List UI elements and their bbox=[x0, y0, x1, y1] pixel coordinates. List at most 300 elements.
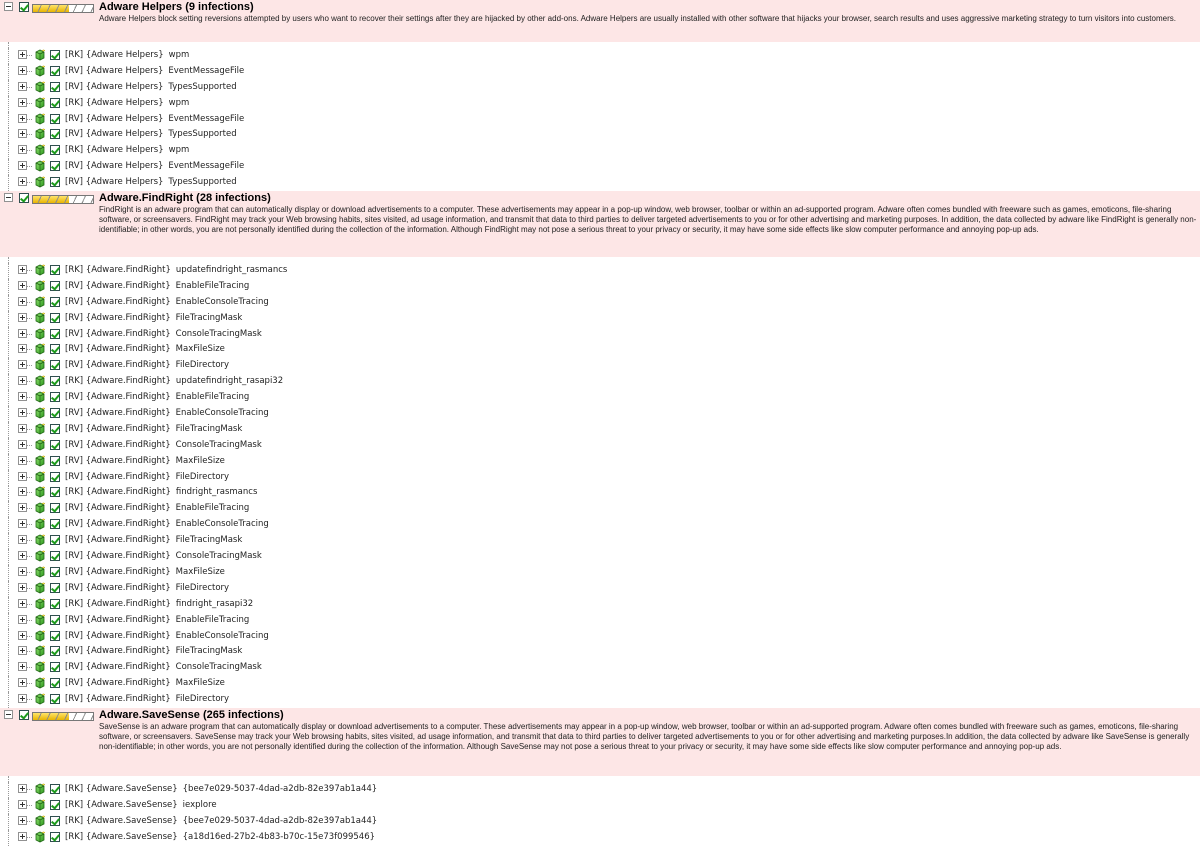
item-checkbox[interactable] bbox=[50, 145, 60, 155]
item-checkbox[interactable] bbox=[50, 662, 60, 672]
group-checkbox[interactable] bbox=[19, 2, 29, 12]
expand-plus-icon[interactable] bbox=[18, 177, 27, 186]
green-registry-cube-icon bbox=[34, 280, 46, 292]
list-item[interactable] bbox=[0, 358, 1200, 374]
item-checkbox[interactable] bbox=[50, 129, 60, 139]
item-type: [RK] bbox=[65, 799, 84, 810]
item-threat-name: {Adware.FindRight} bbox=[85, 265, 171, 276]
group-header[interactable] bbox=[0, 191, 1200, 257]
expand-plus-icon[interactable] bbox=[18, 129, 27, 138]
item-label bbox=[65, 534, 242, 546]
item-threat-name: {Adware.FindRight} bbox=[85, 344, 171, 355]
green-registry-cube-icon bbox=[34, 566, 46, 578]
item-threat-name: {Adware Helpers} bbox=[85, 97, 164, 108]
item-label bbox=[65, 176, 237, 188]
item-checkbox[interactable] bbox=[50, 646, 60, 656]
item-checkbox[interactable] bbox=[50, 567, 60, 577]
expand-plus-icon[interactable] bbox=[18, 360, 27, 369]
item-type: [RV] bbox=[65, 296, 83, 307]
item-key: MaxFileSize bbox=[175, 678, 225, 689]
group-header[interactable] bbox=[0, 0, 1200, 42]
item-checkbox[interactable] bbox=[50, 329, 60, 339]
item-threat-name: {Adware.SaveSense} bbox=[85, 799, 178, 810]
expand-plus-icon[interactable] bbox=[18, 487, 27, 496]
item-label bbox=[65, 160, 244, 172]
item-key: MaxFileSize bbox=[175, 344, 225, 355]
item-label bbox=[65, 343, 225, 355]
list-item[interactable] bbox=[0, 517, 1200, 533]
item-label bbox=[65, 661, 262, 673]
item-key: FileTracingMask bbox=[175, 535, 243, 546]
item-label bbox=[65, 630, 269, 642]
expand-plus-icon[interactable] bbox=[18, 281, 27, 290]
green-registry-cube-icon bbox=[34, 144, 46, 156]
item-checkbox[interactable] bbox=[50, 424, 60, 434]
item-key: MaxFileSize bbox=[175, 566, 225, 577]
expand-plus-icon[interactable] bbox=[18, 646, 27, 655]
item-label bbox=[65, 113, 244, 125]
item-key: EnableConsoleTracing bbox=[175, 519, 269, 530]
expand-plus-icon[interactable] bbox=[18, 784, 27, 793]
item-label bbox=[65, 598, 253, 610]
item-threat-name: {Adware Helpers} bbox=[85, 145, 164, 156]
item-threat-name: {Adware.FindRight} bbox=[85, 376, 171, 387]
list-item[interactable] bbox=[0, 406, 1200, 422]
item-checkbox[interactable] bbox=[50, 161, 60, 171]
expand-plus-icon[interactable] bbox=[18, 615, 27, 624]
item-threat-name: {Adware.FindRight} bbox=[85, 551, 171, 562]
item-key: FileDirectory bbox=[175, 582, 230, 593]
green-registry-cube-icon bbox=[34, 630, 46, 642]
item-key: {a18d16ed-27b2-4b83-b70c-15e73f099546} bbox=[182, 831, 376, 842]
list-item[interactable] bbox=[0, 96, 1200, 112]
item-label bbox=[65, 783, 377, 795]
item-label bbox=[65, 693, 229, 705]
item-type: [RV] bbox=[65, 519, 83, 530]
item-key: wpm bbox=[168, 50, 190, 60]
expand-plus-icon[interactable] bbox=[18, 114, 27, 123]
green-registry-cube-icon bbox=[34, 391, 46, 403]
collapse-minus-icon[interactable] bbox=[4, 2, 13, 11]
expand-plus-icon[interactable] bbox=[18, 424, 27, 433]
item-label bbox=[65, 455, 225, 467]
list-item[interactable] bbox=[0, 279, 1200, 295]
item-checkbox[interactable] bbox=[50, 114, 60, 124]
expand-plus-icon[interactable] bbox=[18, 82, 27, 91]
group-items bbox=[0, 263, 1200, 708]
item-checkbox[interactable] bbox=[50, 313, 60, 323]
item-label bbox=[65, 407, 269, 419]
expand-plus-icon[interactable] bbox=[18, 344, 27, 353]
expand-plus-icon[interactable] bbox=[18, 503, 27, 512]
item-key: TypesSupported bbox=[168, 81, 237, 92]
list-item[interactable] bbox=[0, 311, 1200, 327]
item-threat-name: {Adware Helpers} bbox=[85, 65, 164, 76]
expand-plus-icon[interactable] bbox=[18, 376, 27, 385]
group-title: Adware.FindRight (28 infections) bbox=[99, 192, 271, 205]
list-item[interactable] bbox=[0, 295, 1200, 311]
item-type: [RV] bbox=[65, 392, 83, 403]
item-checkbox[interactable] bbox=[50, 615, 60, 625]
green-registry-cube-icon bbox=[34, 423, 46, 435]
list-item[interactable] bbox=[0, 533, 1200, 549]
item-checkbox[interactable] bbox=[50, 694, 60, 704]
item-checkbox[interactable] bbox=[50, 440, 60, 450]
item-type: [RV] bbox=[65, 312, 83, 323]
list-item[interactable] bbox=[0, 830, 1200, 846]
item-checkbox[interactable] bbox=[50, 281, 60, 291]
item-key: {bee7e029-5037-4dad-a2db-82e397ab1a44} bbox=[182, 783, 378, 794]
expand-plus-icon[interactable] bbox=[18, 66, 27, 75]
list-item[interactable] bbox=[0, 127, 1200, 143]
item-type: [RV] bbox=[65, 646, 83, 657]
item-type: [RV] bbox=[65, 582, 83, 593]
list-item[interactable] bbox=[0, 80, 1200, 96]
green-registry-cube-icon bbox=[34, 343, 46, 355]
green-registry-cube-icon bbox=[34, 81, 46, 93]
green-registry-cube-icon bbox=[34, 128, 46, 140]
expand-plus-icon[interactable] bbox=[18, 392, 27, 401]
item-checkbox[interactable] bbox=[50, 472, 60, 482]
green-registry-cube-icon bbox=[34, 831, 46, 843]
item-checkbox[interactable] bbox=[50, 678, 60, 688]
item-threat-name: {Adware.FindRight} bbox=[85, 566, 171, 577]
item-checkbox[interactable] bbox=[50, 519, 60, 529]
item-type: [RV] bbox=[65, 408, 83, 419]
list-item[interactable] bbox=[0, 501, 1200, 517]
item-checkbox[interactable] bbox=[50, 66, 60, 76]
item-key: ConsoleTracingMask bbox=[175, 662, 262, 673]
green-registry-cube-icon bbox=[34, 407, 46, 419]
item-threat-name: {Adware.SaveSense} bbox=[85, 815, 178, 826]
list-item[interactable] bbox=[0, 390, 1200, 406]
item-key: ConsoleTracingMask bbox=[175, 328, 262, 339]
list-item[interactable] bbox=[0, 327, 1200, 343]
green-registry-cube-icon bbox=[34, 160, 46, 172]
item-key: iexplore bbox=[182, 799, 217, 810]
item-threat-name: {Adware.FindRight} bbox=[85, 519, 171, 530]
infection-group bbox=[0, 191, 1200, 708]
item-checkbox[interactable] bbox=[50, 360, 60, 370]
list-item[interactable] bbox=[0, 782, 1200, 798]
item-label bbox=[65, 645, 242, 657]
item-threat-name: {Adware.FindRight} bbox=[85, 360, 171, 371]
list-item[interactable] bbox=[0, 48, 1200, 64]
list-item[interactable] bbox=[0, 112, 1200, 128]
item-key: FileDirectory bbox=[175, 360, 230, 371]
item-type: [RK] bbox=[65, 783, 84, 794]
list-item[interactable] bbox=[0, 549, 1200, 565]
item-type: [RV] bbox=[65, 161, 83, 172]
item-label bbox=[65, 815, 377, 827]
item-type: [RK] bbox=[65, 598, 84, 609]
expand-plus-icon[interactable] bbox=[18, 98, 27, 107]
item-key: ConsoleTracingMask bbox=[175, 439, 262, 450]
item-checkbox[interactable] bbox=[50, 408, 60, 418]
item-key: MaxFileSize bbox=[175, 455, 225, 466]
item-type: [RK] bbox=[65, 265, 84, 276]
green-registry-cube-icon bbox=[34, 582, 46, 594]
item-threat-name: {Adware.FindRight} bbox=[85, 646, 171, 657]
item-label bbox=[65, 128, 237, 140]
item-checkbox[interactable] bbox=[50, 583, 60, 593]
item-threat-name: {Adware Helpers} bbox=[85, 113, 164, 124]
item-type: [RK] bbox=[65, 831, 84, 842]
item-label bbox=[65, 81, 237, 93]
green-registry-cube-icon bbox=[34, 815, 46, 827]
item-key: TypesSupported bbox=[168, 129, 237, 140]
item-label bbox=[65, 312, 242, 324]
list-item[interactable] bbox=[0, 485, 1200, 501]
item-type: [RV] bbox=[65, 614, 83, 625]
list-item[interactable] bbox=[0, 660, 1200, 676]
item-label bbox=[65, 439, 262, 451]
expand-plus-icon[interactable] bbox=[18, 662, 27, 671]
green-registry-cube-icon bbox=[34, 598, 46, 610]
item-threat-name: {Adware.FindRight} bbox=[85, 392, 171, 403]
expand-plus-icon[interactable] bbox=[18, 297, 27, 306]
item-key: updatefindright_rasmancs bbox=[175, 265, 288, 276]
item-label bbox=[65, 423, 242, 435]
item-key: FileDirectory bbox=[175, 694, 230, 705]
item-checkbox[interactable] bbox=[50, 177, 60, 187]
expand-plus-icon[interactable] bbox=[18, 567, 27, 576]
green-registry-cube-icon bbox=[34, 614, 46, 626]
group-title: Adware Helpers (9 infections) bbox=[99, 1, 254, 13]
item-checkbox[interactable] bbox=[50, 784, 60, 794]
expand-plus-icon[interactable] bbox=[18, 678, 27, 687]
list-item[interactable] bbox=[0, 613, 1200, 629]
group-description: FindRight is an adware program that can automatically display or download advertisements to a computer. These advertisements may appear in a pop-up window, web browser, toolbar or within an ad-supported program. Adware often comes bundled with freeware such as games, emoticons, file-sharing software, or screensavers. FindRight may track your Web browsing habits, sites visited, ad usage information, and transmit that data to third parties to deliver targeted advertisements to you or for other advertising and marketing purposes. In addition, the data collected by adware like FindRight is generally non-identifiable; in other words, you are not personally identified during the collection of the information. Although FindRight may not pose a serious threat to your privacy or security, it may have some side effects like slow computer performance and annoying pop-up ads. bbox=[99, 205, 1197, 235]
green-registry-cube-icon bbox=[34, 677, 46, 689]
green-registry-cube-icon bbox=[34, 328, 46, 340]
group-header[interactable] bbox=[0, 708, 1200, 776]
item-threat-name: {Adware.FindRight} bbox=[85, 535, 171, 546]
list-item[interactable] bbox=[0, 159, 1200, 175]
expand-plus-icon[interactable] bbox=[18, 832, 27, 841]
green-registry-cube-icon bbox=[34, 471, 46, 483]
green-registry-cube-icon bbox=[34, 65, 46, 77]
expand-plus-icon[interactable] bbox=[18, 694, 27, 703]
green-registry-cube-icon bbox=[34, 550, 46, 562]
item-key: findright_rasmancs bbox=[175, 487, 258, 498]
item-label bbox=[65, 502, 249, 514]
item-type: [RV] bbox=[65, 65, 83, 76]
list-item[interactable] bbox=[0, 798, 1200, 814]
item-threat-name: {Adware.FindRight} bbox=[85, 678, 171, 689]
item-checkbox[interactable] bbox=[50, 551, 60, 561]
expand-plus-icon[interactable] bbox=[18, 313, 27, 322]
list-item[interactable] bbox=[0, 143, 1200, 159]
item-label bbox=[65, 97, 189, 109]
expand-plus-icon[interactable] bbox=[18, 519, 27, 528]
expand-plus-icon[interactable] bbox=[18, 408, 27, 417]
group-checkbox[interactable] bbox=[19, 710, 29, 720]
item-type: [RV] bbox=[65, 113, 83, 124]
list-item[interactable] bbox=[0, 597, 1200, 613]
item-type: [RV] bbox=[65, 328, 83, 339]
green-registry-cube-icon bbox=[34, 312, 46, 324]
item-threat-name: {Adware.FindRight} bbox=[85, 455, 171, 466]
expand-plus-icon[interactable] bbox=[18, 161, 27, 170]
item-label bbox=[65, 831, 375, 843]
list-item[interactable] bbox=[0, 438, 1200, 454]
item-type: [RV] bbox=[65, 455, 83, 466]
item-checkbox[interactable] bbox=[50, 50, 60, 60]
item-key: EnableConsoleTracing bbox=[175, 408, 269, 419]
list-item[interactable] bbox=[0, 175, 1200, 191]
expand-plus-icon[interactable] bbox=[18, 265, 27, 274]
item-label bbox=[65, 518, 269, 530]
item-key: EnableFileTracing bbox=[175, 503, 250, 514]
expand-plus-icon[interactable] bbox=[18, 816, 27, 825]
item-checkbox[interactable] bbox=[50, 832, 60, 842]
item-checkbox[interactable] bbox=[50, 82, 60, 92]
item-checkbox[interactable] bbox=[50, 265, 60, 275]
expand-plus-icon[interactable] bbox=[18, 599, 27, 608]
green-registry-cube-icon bbox=[34, 359, 46, 371]
item-threat-name: {Adware.FindRight} bbox=[85, 312, 171, 323]
item-threat-name: {Adware.FindRight} bbox=[85, 471, 171, 482]
green-registry-cube-icon bbox=[34, 645, 46, 657]
expand-plus-icon[interactable] bbox=[18, 456, 27, 465]
item-key: EnableFileTracing bbox=[175, 392, 250, 403]
item-threat-name: {Adware.FindRight} bbox=[85, 630, 171, 641]
item-checkbox[interactable] bbox=[50, 376, 60, 386]
green-registry-cube-icon bbox=[34, 264, 46, 276]
list-item[interactable] bbox=[0, 581, 1200, 597]
item-label bbox=[65, 486, 257, 498]
list-item[interactable] bbox=[0, 342, 1200, 358]
expand-plus-icon[interactable] bbox=[18, 800, 27, 809]
list-item[interactable] bbox=[0, 470, 1200, 486]
item-key: wpm bbox=[168, 145, 190, 156]
expand-plus-icon[interactable] bbox=[18, 535, 27, 544]
item-checkbox[interactable] bbox=[50, 344, 60, 354]
item-label bbox=[65, 144, 189, 156]
item-type: [RV] bbox=[65, 423, 83, 434]
item-label bbox=[65, 391, 249, 403]
item-checkbox[interactable] bbox=[50, 535, 60, 545]
item-label bbox=[65, 614, 249, 626]
item-type: [RV] bbox=[65, 439, 83, 450]
group-title: Adware.SaveSense (265 infections) bbox=[99, 708, 284, 721]
item-threat-name: {Adware.FindRight} bbox=[85, 503, 171, 514]
item-key: EventMessageFile bbox=[168, 65, 245, 76]
list-item[interactable] bbox=[0, 565, 1200, 581]
item-label bbox=[65, 566, 225, 578]
group-description: Adware Helpers block setting reversions attempted by users who want to recover their settings after they are hijacked by other add-ons. Adware Helpers are usually installed with other software that hijacks your browser, search results and uses aggressive marketing strategy to turn visitors into customers. bbox=[99, 14, 1176, 23]
item-type: [RV] bbox=[65, 694, 83, 705]
item-type: [RK] bbox=[65, 50, 84, 60]
list-item[interactable] bbox=[0, 692, 1200, 708]
item-checkbox[interactable] bbox=[50, 392, 60, 402]
item-type: [RV] bbox=[65, 630, 83, 641]
severity-meter bbox=[32, 4, 94, 13]
item-threat-name: {Adware Helpers} bbox=[85, 161, 164, 172]
expand-plus-icon[interactable] bbox=[18, 551, 27, 560]
list-item[interactable] bbox=[0, 374, 1200, 390]
group-checkbox[interactable] bbox=[19, 193, 29, 203]
list-item[interactable] bbox=[0, 676, 1200, 692]
item-checkbox[interactable] bbox=[50, 487, 60, 497]
item-label bbox=[65, 328, 262, 340]
item-checkbox[interactable] bbox=[50, 800, 60, 810]
green-registry-cube-icon bbox=[34, 799, 46, 811]
item-key: EnableFileTracing bbox=[175, 614, 250, 625]
item-threat-name: {Adware.FindRight} bbox=[85, 694, 171, 705]
collapse-minus-icon[interactable] bbox=[4, 710, 13, 719]
list-item[interactable] bbox=[0, 263, 1200, 279]
green-registry-cube-icon bbox=[34, 534, 46, 546]
item-label bbox=[65, 65, 244, 77]
item-checkbox[interactable] bbox=[50, 599, 60, 609]
expand-plus-icon[interactable] bbox=[18, 440, 27, 449]
expand-plus-icon[interactable] bbox=[18, 472, 27, 481]
item-label bbox=[65, 677, 225, 689]
item-type: [RK] bbox=[65, 376, 84, 387]
item-type: [RV] bbox=[65, 344, 83, 355]
expand-plus-icon[interactable] bbox=[18, 631, 27, 640]
item-type: [RV] bbox=[65, 280, 83, 291]
collapse-minus-icon[interactable] bbox=[4, 193, 13, 202]
item-label bbox=[65, 280, 249, 292]
expand-plus-icon[interactable] bbox=[18, 50, 27, 59]
expand-plus-icon[interactable] bbox=[18, 329, 27, 338]
item-key: EventMessageFile bbox=[168, 113, 245, 124]
expand-plus-icon[interactable] bbox=[18, 145, 27, 154]
item-type: [RV] bbox=[65, 503, 83, 514]
item-checkbox[interactable] bbox=[50, 816, 60, 826]
item-checkbox[interactable] bbox=[50, 456, 60, 466]
item-label bbox=[65, 550, 262, 562]
list-item[interactable] bbox=[0, 64, 1200, 80]
expand-plus-icon[interactable] bbox=[18, 583, 27, 592]
green-registry-cube-icon bbox=[34, 439, 46, 451]
item-threat-name: {Adware.SaveSense} bbox=[85, 783, 178, 794]
item-label bbox=[65, 375, 283, 387]
item-label bbox=[65, 582, 229, 594]
item-checkbox[interactable] bbox=[50, 503, 60, 513]
item-type: [RV] bbox=[65, 129, 83, 140]
list-item[interactable] bbox=[0, 644, 1200, 660]
item-checkbox[interactable] bbox=[50, 98, 60, 108]
item-label bbox=[65, 359, 229, 371]
severity-meter bbox=[32, 195, 94, 204]
item-type: [RV] bbox=[65, 81, 83, 92]
item-threat-name: {Adware.FindRight} bbox=[85, 423, 171, 434]
list-item[interactable] bbox=[0, 629, 1200, 645]
list-item[interactable] bbox=[0, 422, 1200, 438]
item-threat-name: {Adware Helpers} bbox=[85, 129, 164, 140]
green-registry-cube-icon bbox=[34, 455, 46, 467]
item-type: [RK] bbox=[65, 487, 84, 498]
item-type: [RV] bbox=[65, 566, 83, 577]
list-item[interactable] bbox=[0, 814, 1200, 830]
item-checkbox[interactable] bbox=[50, 297, 60, 307]
severity-meter bbox=[32, 712, 94, 721]
green-registry-cube-icon bbox=[34, 502, 46, 514]
item-type: [RV] bbox=[65, 662, 83, 673]
item-key: EnableConsoleTracing bbox=[175, 630, 269, 641]
green-registry-cube-icon bbox=[34, 486, 46, 498]
item-key: EnableFileTracing bbox=[175, 280, 250, 291]
group-description: SaveSense is an adware program that can automatically display or download advertisements to a computer. These advertisements may appear in a pop-up window, web browser, toolbar or within an ad-supported program. Adware often comes bundled with freeware such as games, emoticons, file-sharing software, or screensavers. SaveSense may track your Web browsing habits, sites visited, ad usage information, and transmit that data to third parties to deliver targeted advertisements to you or for other advertising and marketing purposes.In addition, the data collected by adware like SaveSense is generally non-identifiable; in other words, you are not personally identified during the collection of the information. Although SaveSense may not pose a serious threat to your privacy or security, it may have some side effects like slow computer performance and annoying pop-up ads. bbox=[99, 721, 1190, 751]
list-item[interactable] bbox=[0, 454, 1200, 470]
item-checkbox[interactable] bbox=[50, 631, 60, 641]
green-registry-cube-icon bbox=[34, 113, 46, 125]
item-key: TypesSupported bbox=[168, 177, 237, 188]
